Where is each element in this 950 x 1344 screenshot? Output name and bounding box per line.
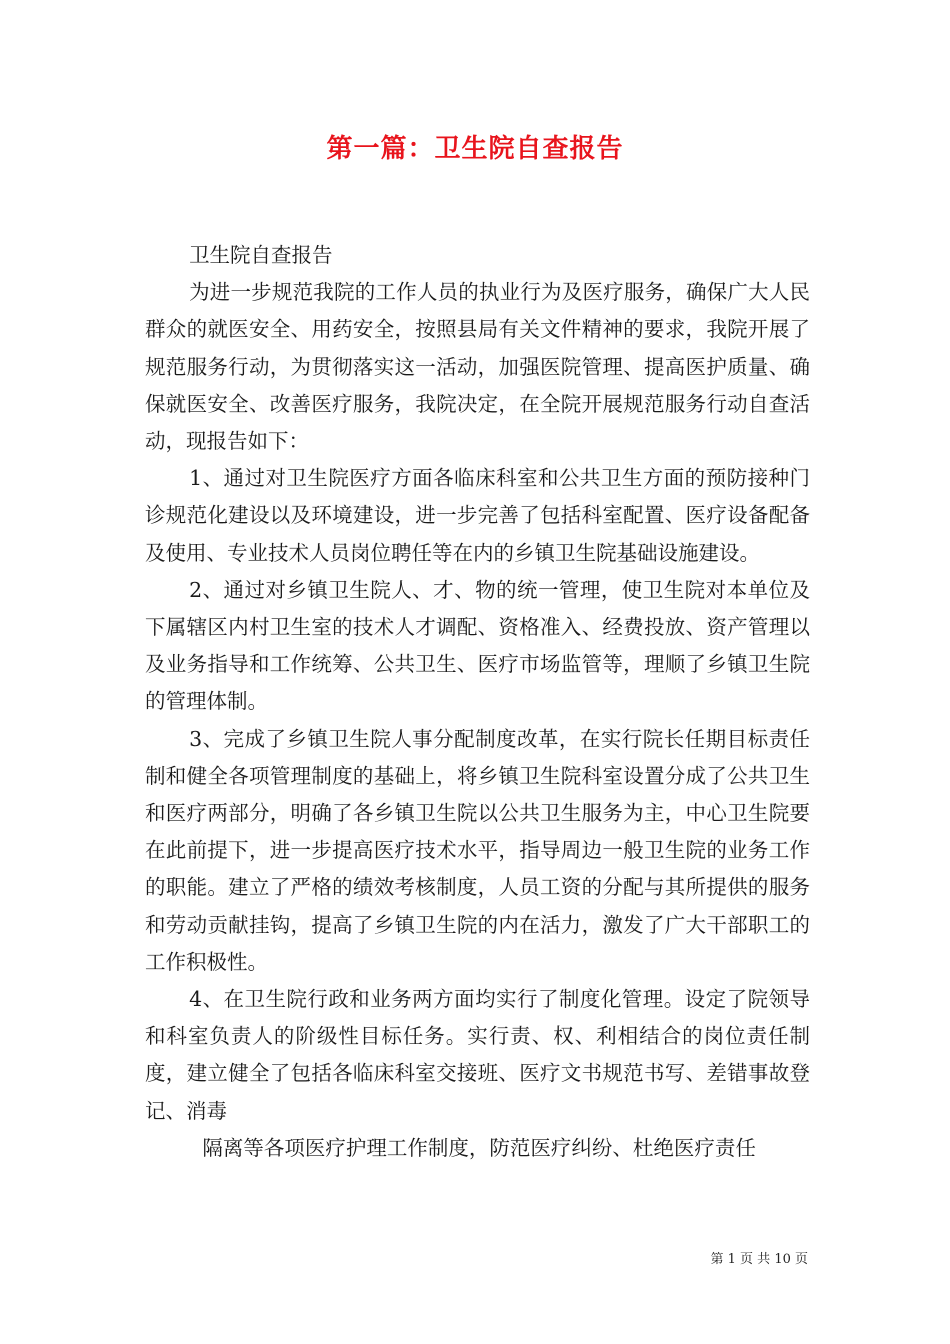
- paragraph-item-4: 4、在卫生院行政和业务两方面均实行了制度化管理。设定了院领导和科室负责人的阶级性目标任务。实行责、权、利相结合的岗位责任制度，建立健全了包括各临床科室交接班、医疗文书规范书写、差错事故登记、消毒: [145, 987, 810, 1123]
- paragraph-item-1: 1、通过对卫生院医疗方面各临床科室和公共卫生方面的预防接种门诊规范化建设以及环境建设，进一步完善了包括科室配置、医疗设备配备及使用、专业技术人员岗位聘任等在内的乡镇卫生院基础设施建设。: [145, 466, 810, 565]
- document-subtitle: 卫生院自查报告: [189, 243, 333, 267]
- page-title: 第一篇：卫生院自查报告: [326, 134, 624, 164]
- paragraph-item-3: 3、完成了乡镇卫生院人事分配制度改革，在实行院长任期目标责任制和健全各项管理制度的基础上，将乡镇卫生院科室设置分成了公共卫生和医疗两部分，明确了各乡镇卫生院以公共卫生服务为主，中心卫生院要在此前提下，进一步提高医疗技术水平，指导周边一般卫生院的业务工作的职能。建立了严格的绩效考核制度，人员工资的分配与其所提供的服务和劳动贡献挂钩，提高了乡镇卫生院的内在活力，激发了广大干部职工的工作积极性。: [145, 726, 810, 974]
- document-body: [145, 237, 810, 1167]
- paragraph-item-2: 2、通过对乡镇卫生院人、才、物的统一管理，使卫生院对本单位及下属辖区内村卫生室的技术人才调配、资格准入、经费投放、资产管理以及业务指导和工作统筹、公共卫生、医疗市场监管等，理顺了乡镇卫生院的管理体制。: [145, 577, 810, 714]
- page-number-footer: 第 1 页 共 10 页: [710, 1252, 808, 1267]
- paragraph-continued: 隔离等各项医疗护理工作制度，防范医疗纠纷、杜绝医疗责任: [202, 1135, 756, 1160]
- paragraph-intro: 为进一步规范我院的工作人员的执业行为及医疗服务，确保广大人民群众的就医安全、用药安全，按照县局有关文件精神的要求，我院开展了规范服务行动，为贯彻落实这一活动，加强医院管理、提高医护质量、确保就医安全、改善医疗服务，我院决定，在全院开展规范服务行动自查活动，现报告如下：: [145, 280, 810, 454]
